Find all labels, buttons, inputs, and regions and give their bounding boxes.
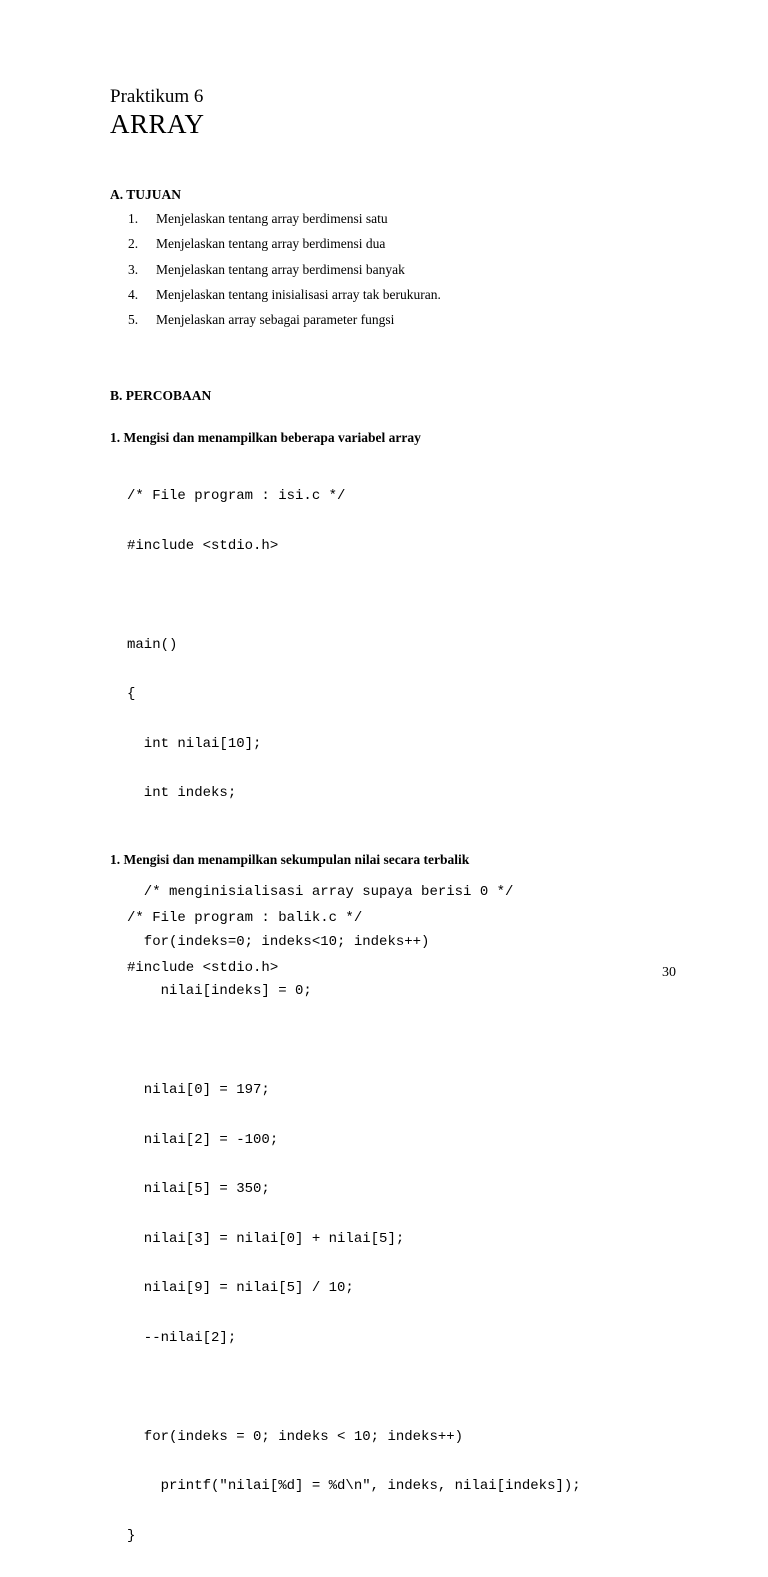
code-line: for(indeks=0; indeks<10; indeks++): [127, 933, 430, 950]
section-heading-objectives: A. TUJUAN: [110, 187, 182, 202]
list-item: 2. Menjelaskan tentang array berdimensi dua: [128, 236, 386, 252]
code-line: nilai[9] = nilai[5] / 10;: [127, 1280, 354, 1296]
code-line: nilai[5] = 350;: [127, 1181, 270, 1197]
code-line: /* File program : balik.c */: [127, 910, 363, 926]
code-line: int nilai[10];: [127, 735, 262, 752]
code-line: main(): [127, 636, 178, 653]
code-block-balik: [127, 877, 362, 1009]
section-heading-experiments: B. PERCOBAAN: [110, 388, 212, 403]
code-line: /* menginisialisasi array supaya berisi 0 */: [127, 884, 514, 900]
code-line: [127, 1379, 581, 1396]
code-line: [127, 835, 581, 852]
code-line: #include <stdio.h>: [127, 537, 279, 554]
code-line: --nilai[2];: [127, 1329, 237, 1346]
page-number: 30: [662, 965, 676, 980]
code-line: [127, 587, 581, 604]
practicum-label: Praktikum 6: [110, 86, 204, 107]
page-title: ARRAY: [110, 109, 205, 139]
code-line: nilai[3] = nilai[0] + nilai[5];: [127, 1230, 405, 1247]
code-block-isi: [127, 455, 581, 1577]
list-item: 5. Menjelaskan array sebagai parameter fungsi: [128, 312, 395, 328]
experiment-heading-1: 1. Mengisi dan menampilkan beberapa variabel array: [110, 430, 421, 445]
code-line: #include <stdio.h>: [127, 959, 279, 976]
list-item: 3. Menjelaskan tentang array berdimensi banyak: [128, 261, 405, 277]
code-line: /* File program : isi.c */: [127, 488, 346, 504]
experiment-heading-2: 1. Mengisi dan menampilkan sekumpulan nilai secara terbalik: [110, 852, 470, 867]
objectives-list: [128, 211, 441, 337]
code-line: nilai[0] = 197;: [127, 1082, 270, 1098]
code-line: {: [127, 686, 136, 702]
code-line: }: [127, 1527, 136, 1544]
code-line: nilai[2] = -100;: [127, 1131, 279, 1148]
list-item: 4. Menjelaskan tentang inisialisasi array tak berukuran.: [128, 286, 441, 302]
code-line: nilai[indeks] = 0;: [127, 983, 312, 999]
code-line: for(indeks = 0; indeks < 10; indeks++): [127, 1428, 464, 1445]
code-line: [127, 1033, 581, 1050]
list-item: 1. Menjelaskan tentang array berdimensi satu: [128, 211, 388, 226]
code-line: int indeks;: [127, 785, 237, 801]
code-line: printf("nilai[%d] = %d\n", indeks, nilai[indeks]);: [127, 1478, 581, 1494]
